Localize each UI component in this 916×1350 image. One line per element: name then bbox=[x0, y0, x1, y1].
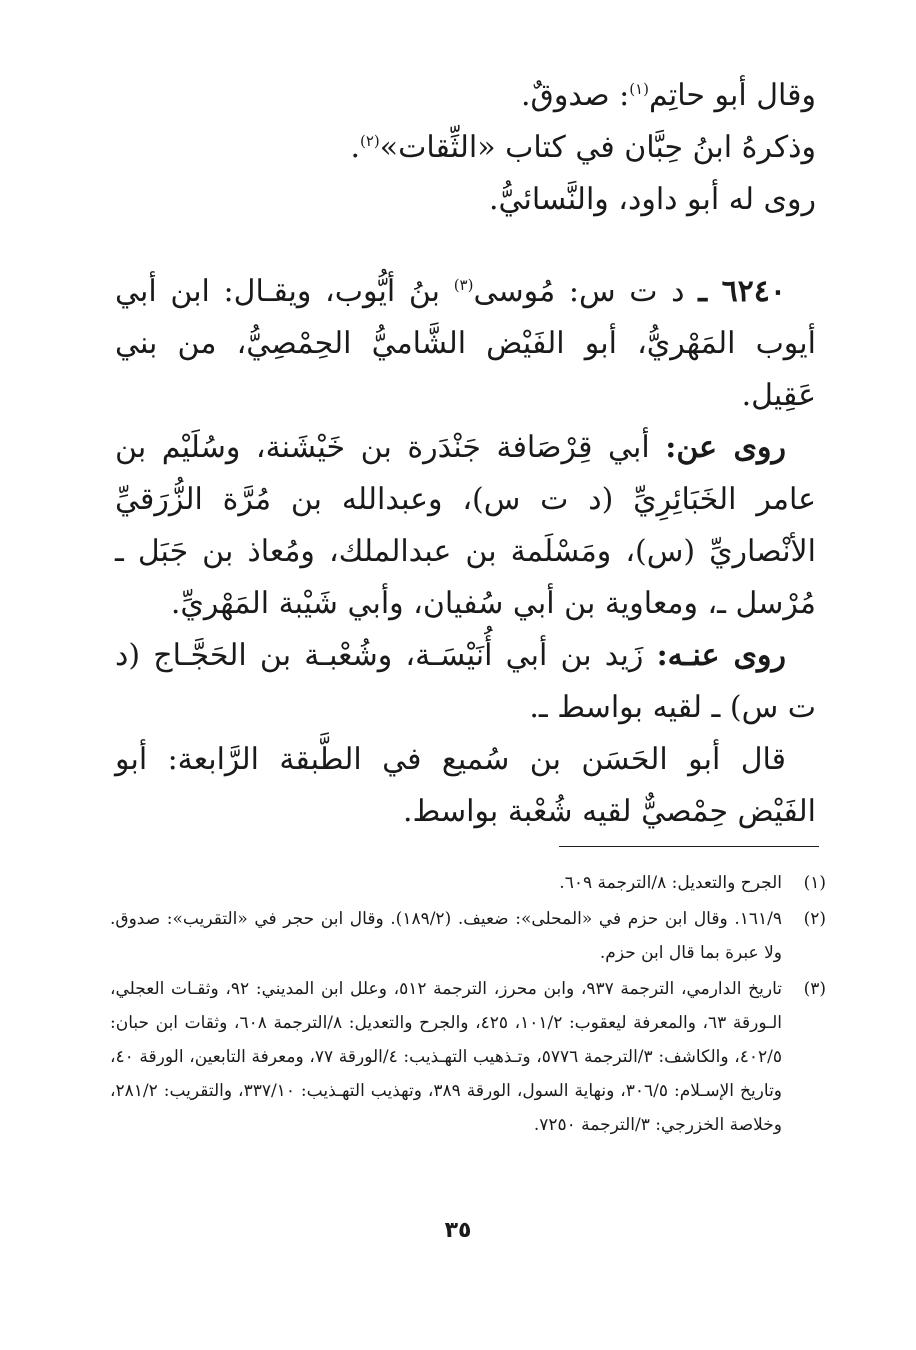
footnote-divider bbox=[559, 846, 819, 847]
footnote-text: الجرح والتعديل: ٨/الترجمة ٦٠٩. bbox=[559, 873, 782, 893]
footnote-ref-1[interactable]: (١) bbox=[629, 80, 649, 98]
entry-name: مُوسى bbox=[473, 274, 556, 309]
narrated-from-label: روى عن: bbox=[665, 430, 787, 465]
line-narrated-by: روى له أبو داود، والنَّسائيُّ. bbox=[488, 182, 816, 217]
footnote-item bbox=[110, 902, 826, 970]
entry-rest: بنُ أيُّوب، ويقـال: ابن أبي أيوب المَهْريُّ، أبو الفَيْض الشَّاميُّ الحِمْصِيُّ، من بني عَقِيل. bbox=[115, 274, 816, 413]
narrated-by-text: زَيد بن أبي أُنَيْسَـة، وشُعْبـة بن الحَجَّـاج (د ت س) ـ لقيه بواسط ـ. bbox=[115, 638, 816, 725]
footnote-number: (٣) bbox=[803, 979, 826, 999]
footnote-item bbox=[110, 866, 826, 900]
entry-symbols: د ت س: bbox=[568, 274, 685, 309]
main-text bbox=[115, 70, 816, 838]
footnotes bbox=[110, 866, 826, 1144]
line-ibn-hibban: وذكرهُ ابنُ حِبَّان في كتاب «الثِّقات»$^{(٢)}$. bbox=[350, 130, 816, 165]
narrated-from-paragraph bbox=[115, 422, 816, 630]
page-number: ٣٥ bbox=[444, 1218, 472, 1243]
narrated-by-paragraph bbox=[115, 630, 816, 734]
footnote-text: ١٦١/٩. وقال ابن حزم في «المحلى»: ضعيف. (١٨٩/٢). وقال ابن حجر في «التقريب»: صدوق. ولا عبرة بما قال ابن حزم. bbox=[110, 909, 782, 963]
note-paragraph: قال أبو الحَسَن بن سُميع في الطَّبقة الرَّابعة: أبو الفَيْض حِمْصيٌّ لقيه شُعْبة بواسط. bbox=[115, 742, 816, 829]
narrated-by-label: روى عنـه: bbox=[656, 638, 787, 673]
narrated-from-text: أبي قِرْصَافة جَنْدَرة بن خَيْشَنة، وسُلَيْم بن عامر الخَبَائِرِيِّ (د ت س)، وعبدالله بن مُرَّة الزُّرَقيِّ الأنْصاريِّ (س)، ومَسْلَمة بن عبدالملك، ومُعاذ بن جَبَل ـ مُرْسل ـ، ومعاوية بن أبي سُفيان، وأبي شَيْبة المَهْريِّ. bbox=[115, 430, 816, 621]
footnote-ref-3[interactable]: (٣) bbox=[453, 276, 474, 294]
footnote-text: تاريخ الدارمي، الترجمة ٩٣٧، وابن محرز، الترجمة ٥١٢، وعلل ابن المديني: ٩٢، وثقـات العجلي، الـورقة ٦٣، والمعرفة ليعقوب: ١٠١/٢، ٤٢٥، والجرح والتعديل: ٨/الترجمة ٦٠٨، وثقات ابن حبان: ٤٠٢/٥، والكاشف: ٣/الترجمة ٥٧٧٦، وتـذهيب التهـذيب: ٤/الورقة ٧٧، ومعرفة التابعين، الورقة ٤٠، وتاريخ الإسـلام: ٣٠٦/٥، ونهاية السول، الورقة ٣٨٩، وتهذيب التهـذيب: ٣٣٧/١٠، والتقريب: ٢٨١/٢، وخلاصة الخزرجي: ٣/الترجمة ٧٢٥٠. bbox=[110, 979, 783, 1135]
footnote-number: (١) bbox=[803, 873, 826, 893]
footnote-number: (٢) bbox=[803, 909, 826, 929]
footnote-ref-2[interactable]: (٢) bbox=[359, 132, 380, 150]
entry-number: ٦٢٤٠ ـ bbox=[698, 274, 787, 309]
line-abu-hatim: وقال أبو حاتِم$^{(١)}$: صدوقٌ. bbox=[521, 78, 816, 113]
footnote-item bbox=[110, 972, 826, 1142]
entry-heading bbox=[115, 266, 816, 422]
